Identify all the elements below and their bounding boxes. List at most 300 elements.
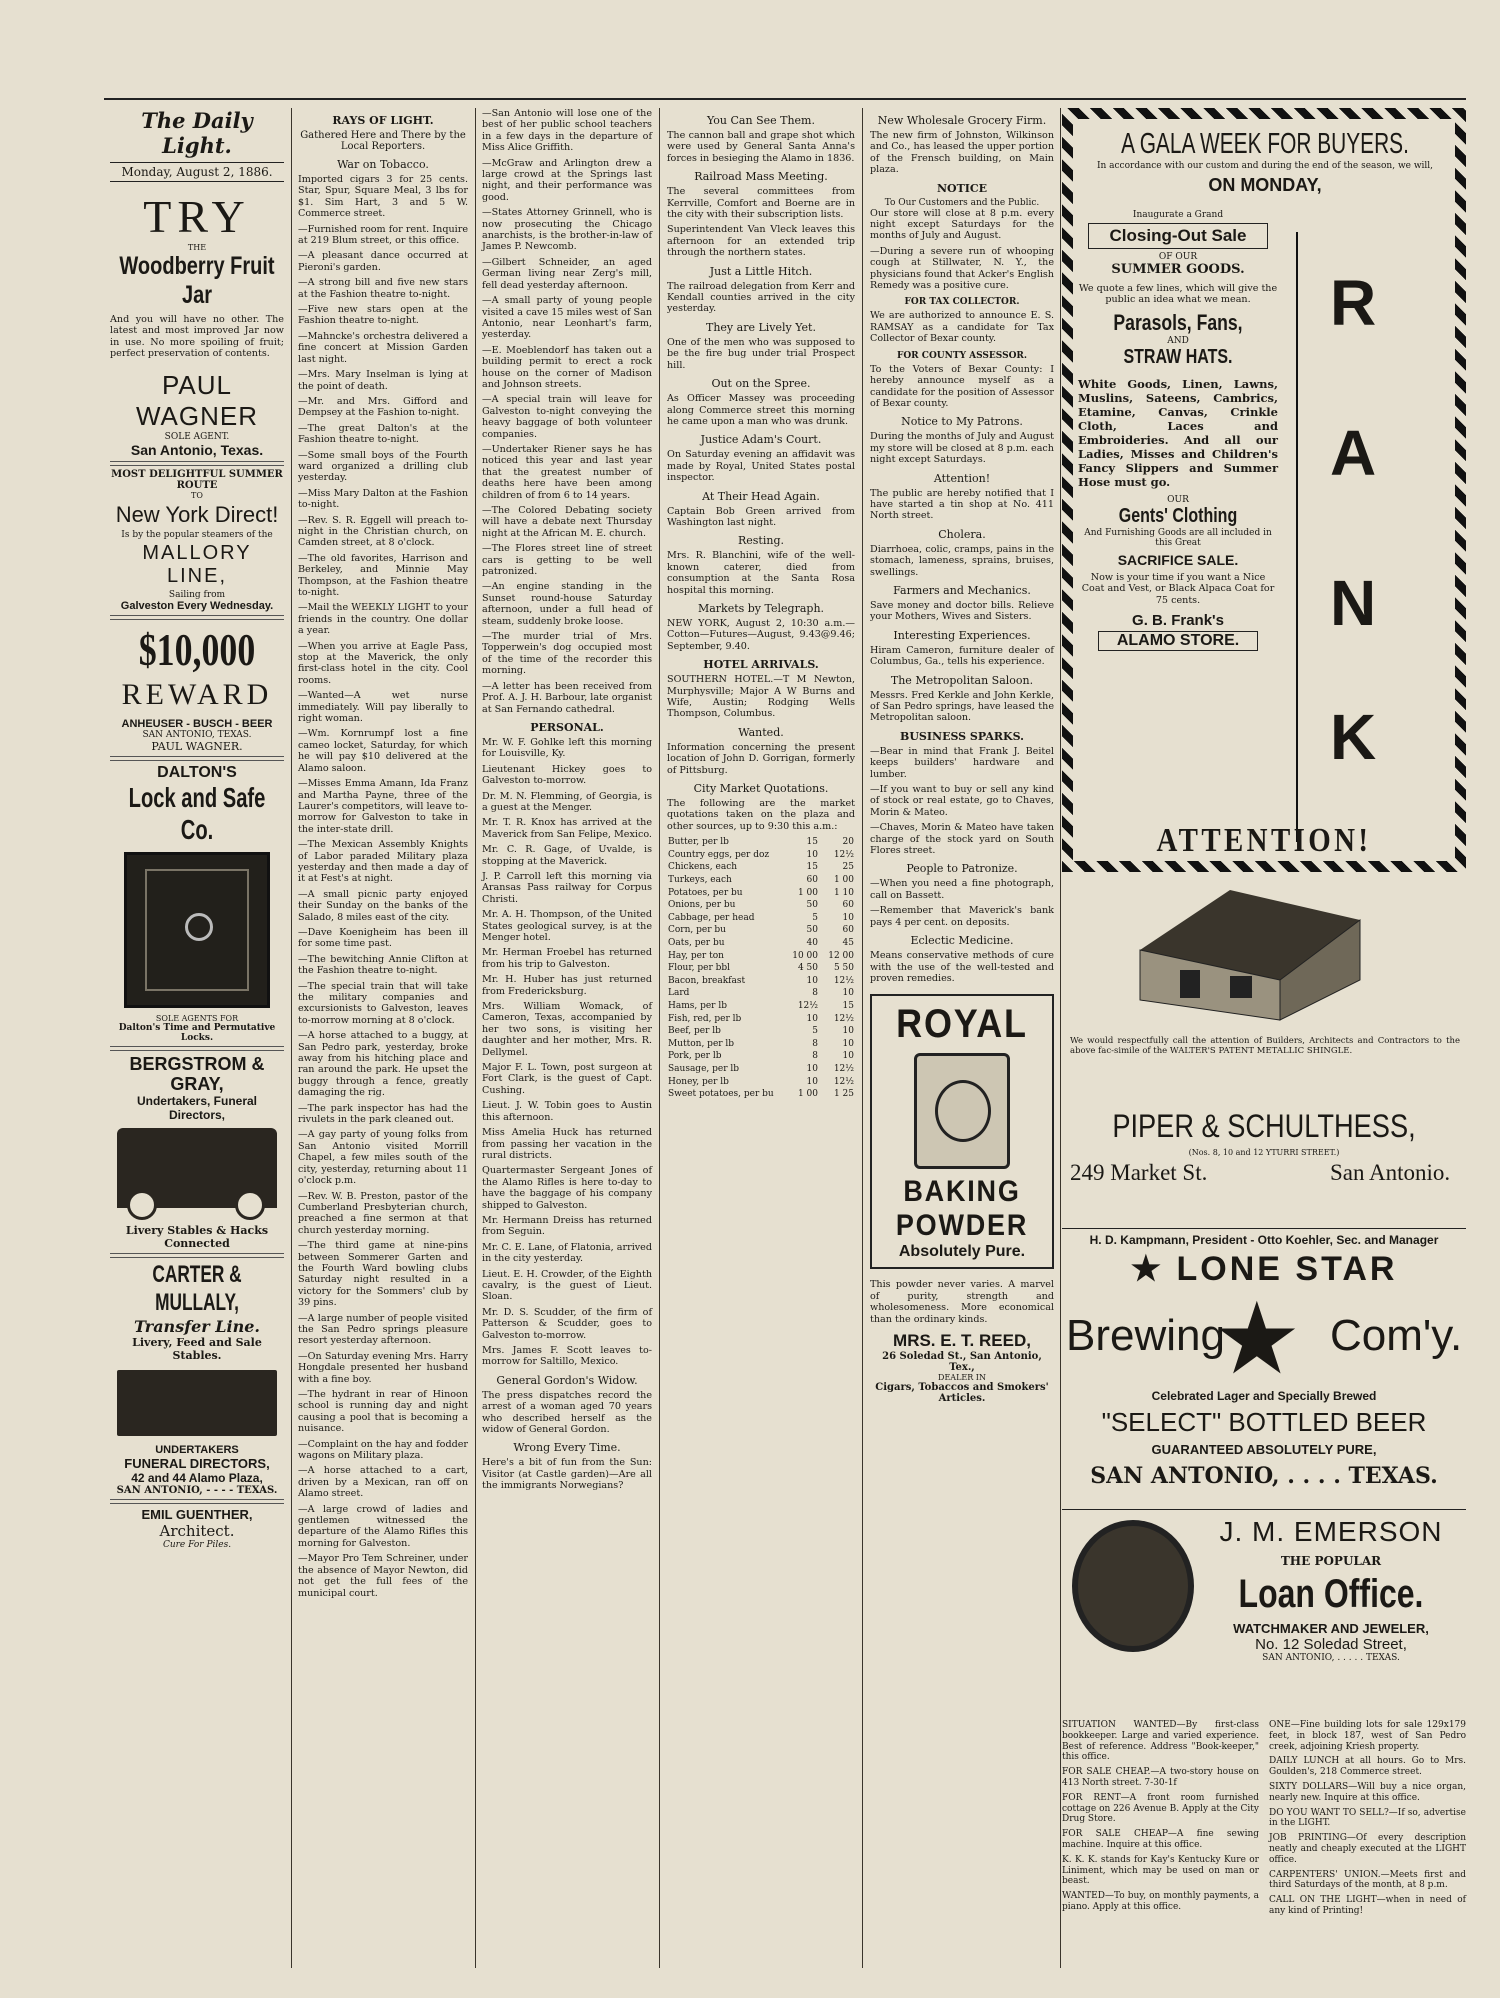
market-price: 8 (812, 1051, 818, 1062)
paragraph: —Mr. and Mrs. Gifford and Dempsey at the Fashion to-night. (298, 395, 468, 419)
paragraph: Mr. T. R. Knox has arrived at the Maverick from San Felipe, Mexico. (482, 817, 652, 840)
market-row (667, 1076, 855, 1089)
paragraph: —A strong bill and five new stars at the Fashion theatre to-night. (298, 277, 468, 300)
market-price: 12½ (833, 849, 854, 860)
market-price: 10 (806, 1076, 818, 1087)
market-item: Cabbage, per head (668, 912, 755, 923)
personal-heading: PERSONAL. (530, 720, 604, 734)
paragraph: To the Voters of Bexar County: I hereby announce myself as a candidate for the position of Assessor of Bexar county. (870, 363, 1054, 409)
of-our-label: OF OUR (1158, 252, 1198, 262)
paragraph: One of the men who was supposed to be the fire bug under trial Prospect hill. (667, 336, 855, 371)
paragraph: —Rev. W. B. Preston, pastor of the Cumberland Presbyterian church, preached a fine sermon at that church yesterday morning. (298, 1190, 468, 1236)
article-heading: Justice Adam's Court. (700, 433, 822, 447)
paragraph: —A letter has been received from Prof. A. J. H. Barbour, late organist at San Fernando cathedral. (482, 680, 652, 715)
hotel-heading: HOTEL ARRIVALS. (703, 658, 819, 672)
market-item: Hay, per ton (668, 950, 724, 961)
paragraph: —Remember that Maverick's bank pays 4 per cent. on deposits. (870, 905, 1054, 928)
paragraph: —A small party of young people visited a cave 15 miles west of San Antonio, near Leonhart's farm, yesterday. (482, 295, 652, 341)
market-price: 15 (842, 1000, 854, 1011)
column-local (661, 108, 861, 1974)
article-heading: New Wholesale Grocery Firm. (877, 114, 1047, 127)
sole-agent-label: SOLE AGENT. (164, 431, 230, 442)
paragraph: Our store will close at 8 p.m. every night except Saturdays for the months of July and August. (870, 207, 1054, 242)
builders-text: We would respectfully call the attention of Builders, Architects and Contractors to the above fac-simile of the WALTER'S PATENT METALLIC SHINGLE. (1070, 1036, 1460, 1056)
emerson-heading: J. M. EMERSON (1219, 1516, 1443, 1547)
classified-ad: K. K. K. stands for Kay's Kentucky Kure or Liniment, which may be used on man or beast. (1062, 1854, 1259, 1887)
funeral-label: FUNERAL DIRECTORS, (124, 1455, 270, 1471)
monday-label: ON MONDAY, (1208, 175, 1322, 195)
column-rule (659, 108, 660, 1968)
sailing-label: Sailing from (168, 589, 226, 600)
paragraph: The public are hereby notified that I have started a tin shop at No. 411 North street. (870, 487, 1054, 522)
market-price: 8 (812, 988, 818, 999)
divider (110, 615, 284, 620)
paragraph: —Gilbert Schneider, an aged German living near Zerg's mill, fell dead yesterday afternoon. (482, 256, 652, 291)
market-price: 10 (842, 1038, 854, 1049)
paragraph: —The Colored Debating society will have a debate next Thursday night at the African M. E. church. (482, 505, 652, 539)
article-heading: You Can See Them. (707, 114, 815, 127)
article-heading: People to Patronize. (906, 862, 1018, 876)
market-row (667, 987, 855, 1000)
market-price: 10 (806, 975, 818, 986)
paragraph: Mr. D. S. Scudder, of the firm of Patterson & Scudder, goes to Galveston to-morrow. (482, 1306, 652, 1341)
emerson-ad (1196, 1516, 1466, 1663)
lone-star-label: LONE STAR (1176, 1250, 1398, 1288)
paragraph: Lieutenant Hickey goes to Galveston to-morrow. (482, 763, 652, 787)
market-price: 4 50 (797, 963, 818, 974)
article-heading: Just a Little Hitch. (709, 264, 813, 278)
paragraph: As Officer Massey was proceeding along Commerce street this morning he came upon a man who was drunk. (667, 393, 855, 427)
notice-subheading: To Our Customers and the Public. (884, 197, 1040, 208)
reward-label: REWARD (121, 677, 273, 711)
paragraph: Mr. Hermann Dreiss has returned from Seguin. (482, 1214, 652, 1238)
article-heading: War on Tobacco. (337, 158, 429, 171)
address-label: 42 and 44 Alamo Plaza, (131, 1470, 263, 1485)
paragraph: The several committees from Kerrville, Comfort and Boerne are in the city with their subscription lists. (667, 186, 855, 221)
paragraph: Mrs. R. Blanchini, wife of the well-known caterer, died from consumption at the Santa Rosa hospital this morning. (667, 550, 855, 596)
loan-office: Loan Office. (1238, 1572, 1424, 1616)
emerson-city: SAN ANTONIO, . . . . . TEXAS. (1262, 1653, 1400, 1663)
market-item: Lard (668, 988, 690, 999)
gala-text: In accordance with our custom and during the end of the season, we will, (1096, 161, 1434, 171)
livery-label: Livery Stables & Hacks Connected (125, 1223, 269, 1250)
cure-heading: Cure For Piles. (162, 1539, 232, 1550)
watch-illustration (1072, 1520, 1194, 1652)
paragraph: —A pleasant dance occurred at Pieroni's garden. (298, 250, 468, 273)
paragraph: —San Antonio will lose one of the best of her public school teachers in a few days in the departure of Miss Alice Griffith. (482, 108, 652, 154)
paragraph: —A horse attached to a cart, driven by a Mexican, ran off on Alamo street. (298, 1465, 468, 1500)
baking-powder-can-illustration (914, 1053, 1010, 1169)
market-st: 249 Market St. (1070, 1160, 1208, 1185)
market-item: Butter, per lb (668, 837, 729, 848)
market-row (667, 1025, 855, 1038)
classified-ad: ONE—Fine building lots for sale 129x179 feet, in block 187, west of San Pedro creek, adjoining Kriesh property. (1269, 1720, 1466, 1752)
city-label: San Antonio, Texas. (130, 441, 264, 458)
rank-divider (1296, 232, 1298, 842)
popular-label: THE POPULAR (1280, 1554, 1382, 1568)
market-item: Flour, per bbl (668, 963, 731, 974)
gents-clothing: Gents' Clothing (1118, 504, 1238, 527)
piper-heading: PIPER & SCHULTHESS, (1112, 1108, 1416, 1144)
parasols-label: Parasols, Fans, (1113, 309, 1243, 335)
woodberry-heading: Woodberry Fruit Jar (119, 252, 275, 309)
market-price: 10 (806, 1063, 818, 1074)
market-row (667, 962, 855, 975)
notice-heading: NOTICE (936, 181, 988, 195)
feed-label: Livery, Feed and Sale Stables. (132, 1335, 262, 1362)
market-item: Hams, per lb (668, 1000, 727, 1011)
mallory-line: MALLORY LINE, (142, 541, 252, 587)
market-row (667, 1063, 855, 1076)
paragraph: —Furnished room for rent. Inquire at 219 Blum street, or this office. (298, 223, 468, 247)
market-price: 8 (812, 1038, 818, 1049)
reed-goods: Cigars, Tobaccos and Smokers' Articles. (875, 1381, 1049, 1404)
column-ads-left (104, 108, 290, 1974)
sa-texas-label: SAN ANTONIO, . . . . TEXAS. (1090, 1463, 1438, 1489)
paragraph: —Complaint on the hay and fodder wagons on Military plaza. (298, 1438, 468, 1462)
market-price: 12½ (833, 1076, 854, 1087)
market-price: 15 (806, 837, 818, 848)
paragraph: During the months of July and August my store will be closed at 8 p.m. each night except Saturdays. (870, 431, 1054, 466)
wagon-illustration (117, 1370, 277, 1436)
market-price: 10 (842, 988, 854, 999)
hearse-illustration (117, 1128, 277, 1208)
paragraph: —The special train that will take the military companies and excursionists to Galveston, leaves to-morrow morning at 8 o'clock. (298, 980, 468, 1026)
paragraph: SOUTHERN HOTEL.—T M Newton, Murphysville; Major A W Burns and Wife, Austin; Rodging Wells Thompson, Columbus. (667, 674, 855, 720)
paragraph: —The Mexican Assembly Knights of Labor paraded Military plaza yesterday and then made a day of it at Fest's at night. (298, 839, 468, 885)
paragraph: Means conservative methods of cure with the use of the well-tested and proven remedies. (870, 950, 1054, 984)
article-heading: FOR TAX COLLECTOR. (904, 297, 1020, 308)
sa-texas-label: SAN ANTONIO, - - - - TEXAS. (116, 1484, 278, 1496)
gala-ad (1080, 128, 1450, 196)
market-row (667, 1013, 855, 1026)
woodberry-text: And you will have no other. The latest and most improved Jar now in use. No more spoiling of fruit; perfect preservation of contents. (110, 314, 284, 360)
company-label: Com'y. (1330, 1311, 1463, 1360)
article-heading: Farmers and Mechanics. (893, 583, 1031, 597)
paragraph: Here's a bit of fun from the Sun: Visitor (at Castle garden)—Are all the immigrants Norwegians? (482, 1457, 652, 1492)
market-row (667, 899, 855, 912)
sacrifice-sale: SACRIFICE SALE. (1117, 551, 1239, 568)
paragraph: Dr. M. N. Flemming, of Georgia, is a guest at the Menger. (482, 790, 652, 813)
market-item: Mutton, per lb (668, 1038, 735, 1049)
star-icon: ★ (1212, 1280, 1302, 1397)
market-item: Sweet potatoes, per bu (668, 1089, 774, 1100)
furnishing-text: And Furnishing Goods are all included in this Great (1084, 527, 1272, 548)
paragraph: —The Flores street line of street cars is getting to be well patronized. (482, 543, 652, 578)
market-price: 12 00 (828, 950, 854, 961)
paragraph: Messrs. Fred Kerkle and John Kerkle, of San Pedro springs, have leased the Metropolitan saloon. (870, 689, 1054, 724)
market-price: 10 (842, 1051, 854, 1062)
paragraph: Information concerning the present location of John D. Gorrigan, formerly of Pittsburg. (667, 741, 855, 776)
divider (110, 1499, 284, 1504)
paragraph: —An engine standing in the Sunset round-house Saturday afternoon, under a full head of steam, suddenly broke loose. (482, 581, 652, 627)
market-price: 12½ (833, 1063, 854, 1074)
article-heading: They are Lively Yet. (706, 320, 816, 334)
brewing-label: Brewing (1066, 1311, 1225, 1360)
san-antonio-label: San Antonio. (1330, 1160, 1451, 1185)
paragraph: Lieut. E. H. Crowder, of the Eighth cavalry, is the guest of Lieut. Sloan. (482, 1268, 652, 1303)
market-row (667, 861, 855, 874)
paragraph: —A small picnic party enjoyed their Sunday on the banks of the Salado, 8 miles east of the city. (298, 888, 468, 923)
paragraph: Mrs. James F. Scott leaves to-morrow for Saltillo, Mexico. (482, 1345, 652, 1368)
coat-text: Now is your time if you want a Nice Coat and Vest, or Black Alpaca Coat for 75 cents. (1081, 571, 1275, 606)
market-price: 1 00 (797, 1089, 818, 1100)
paragraph: Major F. L. Town, post surgeon at Fort Clark, is the guest of Capt. Cushing. (482, 1062, 652, 1096)
market-price: 5 (812, 912, 818, 923)
market-price: 12½ (833, 1013, 854, 1024)
market-row (667, 950, 855, 963)
market-price: 60 (806, 875, 818, 886)
classified-ad: FOR RENT—A front room furnished cottage on 226 Avenue B. Apply at the City Drug Store. (1062, 1792, 1259, 1825)
column-rule (862, 108, 863, 1968)
market-row (667, 849, 855, 862)
paragraph: Mr. C. R. Gage, of Uvalde, is stopping at the Maverick. (482, 844, 652, 867)
paragraph: Mrs. William Womack, of Cameron, Texas, accompanied by her two sons, is visiting her daughter and her mother, Mrs. R. Dellymel. (482, 1001, 652, 1058)
anheuser-name: PAUL WAGNER. (151, 739, 243, 753)
market-row (667, 1038, 855, 1051)
paragraph: The following are the market quotations taken on the plaza and other sources, up to 9:30 this a.m.: (667, 798, 855, 832)
article-heading: Wanted. (738, 725, 784, 739)
market-price: 10 00 (792, 950, 818, 961)
bergstrom-heading: BERGSTROM & GRAY, (129, 1053, 265, 1094)
market-row (667, 1000, 855, 1013)
article-heading: City Market Quotations. (693, 782, 829, 796)
rank-letter-r: R (1330, 267, 1377, 339)
rank-letter-a: A (1330, 417, 1377, 489)
market-price: 1 00 (833, 875, 854, 886)
paragraph: —Undertaker Riener says he has noticed this year and last year that the greatest number of deaths here have been among children of from 6 to 14 years. (482, 443, 652, 501)
to-label: TO (191, 490, 203, 500)
masthead-title: The Daily Light. (141, 108, 253, 158)
paragraph: The cannon ball and grape shot which were used by General Santa Anna's forces in besieging the Alamo in 1836. (667, 130, 855, 164)
market-item: Country eggs, per doz (668, 849, 770, 860)
lock-safe-heading: Lock and Safe Co. (128, 781, 266, 845)
paragraph: Mr. W. F. Gohlke left this morning for Louisville, Ky. (482, 736, 652, 760)
column-notices (864, 108, 1060, 1974)
paragraph: —The great Dalton's at the Fashion theatre to-night. (298, 422, 468, 446)
article-heading: Cholera. (938, 527, 986, 541)
market-price: 60 (842, 925, 854, 936)
paragraph: J. P. Carroll left this morning via Aransas Pass railway for Corpus Christi. (482, 870, 652, 905)
paragraph: Mr. A. H. Thompson, of the United States geological survey, is at the Menger hotel. (482, 909, 652, 943)
royal-title: ROYAL (896, 1002, 1028, 1047)
paragraph: —Miss Mary Dalton at the Fashion to-night. (298, 487, 468, 511)
select-label: "SELECT" BOTTLED BEER (1101, 1407, 1427, 1437)
paragraph: —During a severe run of whooping cough at Stillwater, N. Y., the physicians found that Acker's English Remedy was a positive cure. (870, 245, 1054, 292)
paragraph: —When you need a fine photograph, call on Bassett. (870, 878, 1054, 901)
paragraph: —Five new stars open at the Fashion theatre to-night. (298, 304, 468, 327)
paragraph: —Wm. Kornrumpf lost a fine cameo locket, Saturday, for which he will pay $10 delivered at the Alamo saloon. (298, 728, 468, 774)
paragraph: —Rev. S. R. Eggell will preach to-night in the Christian church, on Camden street, at 8 o'clock. (298, 514, 468, 549)
classified-ad: WANTED—To buy, on monthly payments, a piano. Apply at this office. (1062, 1891, 1259, 1912)
market-row (667, 975, 855, 988)
classified-ads (1062, 1720, 1466, 1919)
market-price: 40 (806, 938, 818, 948)
safe-illustration (124, 852, 270, 1008)
market-price: 1 10 (833, 887, 854, 898)
article-heading: At Their Head Again. (702, 489, 820, 503)
market-price: 15 (806, 862, 818, 873)
paragraph: Superintendent Van Vleck leaves this afternoon for an extended trip through the northern states. (667, 224, 855, 259)
market-row (667, 937, 855, 950)
our-label: OUR (1167, 494, 1189, 505)
inaugurate-label: Inaugurate a Grand (1132, 210, 1224, 220)
frank-name: G. B. Frank's (1132, 612, 1224, 630)
article-heading: Eclectic Medicine. (910, 934, 1014, 948)
and-label: AND (1167, 335, 1189, 346)
anheuser-city: SAN ANTONIO, TEXAS. (142, 729, 252, 740)
market-price: 45 (842, 938, 854, 948)
reed-address: 26 Soledad St., San Antonio, Tex., (882, 1350, 1042, 1373)
daltons-label: DALTON'S (157, 763, 237, 781)
royal-baking-ad (870, 994, 1054, 1269)
market-row (667, 887, 855, 900)
market-item: Chickens, each (668, 862, 738, 873)
closing-out-ad (1078, 210, 1278, 653)
market-item: Honey, per lb (668, 1076, 729, 1087)
market-price: 1 00 (797, 887, 818, 898)
paragraph: Mr. C. E. Lane, of Flatonia, arrived in the city yesterday. (482, 1241, 652, 1265)
column-rule (1060, 108, 1061, 1968)
business-heading: BUSINESS SPARKS. (900, 729, 1024, 743)
paragraph: Mr. Herman Froebel has returned from his trip to Galveston. (482, 947, 652, 970)
column-news (476, 108, 658, 1974)
article-heading: Interesting Experiences. (893, 628, 1031, 642)
celebrated-label: Celebrated Lager and Specially Brewed (1151, 1389, 1377, 1403)
market-price: 12½ (797, 1000, 818, 1011)
summer-goods: SUMMER GOODS. (1111, 262, 1245, 277)
article-heading: Notice to My Patrons. (901, 415, 1023, 429)
article-heading: Railroad Mass Meeting. (694, 170, 828, 184)
paragraph: NEW YORK, August 2, 10:30 a.m.—Cotton—Futures—August, 9.43@9.46; September, 9.40. (667, 617, 855, 652)
paragraph: —Bear in mind that Frank J. Beitel keeps builders' hardware and lumber. (870, 745, 1054, 780)
reed-heading: MRS. E. T. REED, (893, 1330, 1031, 1350)
paragraph: The new firm of Johnston, Wilkinson and Co., has leased the upper portion of the Frensch building, on Main plaza. (870, 130, 1054, 176)
summer-route: MOST DELIGHTFUL SUMMER ROUTE (111, 468, 283, 491)
paragraph: —Dave Koenigheim has been ill for some time past. (298, 926, 468, 950)
paragraph: —E. Moeblendorf has taken out a building permit to erect a rock house on the corner of Madison and Johnson streets. (482, 344, 652, 390)
time-locks: Dalton's Time and Permutative Locks. (118, 1022, 276, 1043)
attention-heading: ATTENTION! (1156, 822, 1372, 859)
galveston-label: Galveston Every Wednesday. (120, 599, 274, 612)
try-heading: TRY (143, 191, 251, 242)
market-item: Fish, red, per lb (668, 1013, 742, 1024)
article-heading: General Gordon's Widow. (496, 1373, 638, 1387)
paragraph: The press dispatches record the arrest of a woman aged 70 years who described herself as the widow of General Gordon. (482, 1389, 652, 1436)
anheuser-label: ANHEUSER - BUSCH - BEER (121, 717, 273, 730)
closing-out-label: Closing-Out Sale (1088, 223, 1268, 249)
watchmaker-label: WATCHMAKER AND JEWELER, (1233, 1621, 1429, 1636)
masthead-date: Monday, August 2, 1886. (110, 162, 284, 182)
the-label: THE (187, 243, 207, 252)
paragraph: —McGraw and Arlington drew a large crowd at the Springs last night, and their performance was good. (482, 157, 652, 203)
article-heading: Attention! (933, 471, 991, 485)
paragraph: —Wanted—A wet nurse immediately. Will pay liberally to right woman. (298, 690, 468, 725)
paragraph: —Mrs. Mary Inselman is lying at the point of death. (298, 369, 468, 392)
alamo-store: ALAMO STORE. (1098, 631, 1258, 651)
paragraph: —A large number of people visited the San Pedro springs pleasure resort yesterday afternoon. (298, 1312, 468, 1347)
star-icon: ★ (1130, 1250, 1165, 1288)
market-item: Potatoes, per bu (668, 887, 743, 898)
market-price: 10 (806, 1013, 818, 1024)
divider (110, 1046, 284, 1051)
powder-title: POWDER (895, 1209, 1029, 1243)
paragraph: —A special train will leave for Galveston to-night conveying the heavy baggage of both volunteer companies. (482, 394, 652, 440)
paragraph: Imported cigars 3 for 25 cents. Star, Spur, Square Meal, 3 lbs for $1. Sim Hart, 3 and 5 W. Commerce street. (298, 174, 468, 220)
paragraph: —The park inspector has had the rivulets in the park cleaned out. (298, 1102, 468, 1126)
market-price: 50 (806, 900, 818, 911)
carter-heading: CARTER & MULLALY, (152, 1260, 242, 1316)
reed-dealer: DEALER IN (938, 1372, 986, 1382)
classified-ad: SIXTY DOLLARS—Will buy a nice organ, nearly new. Inquire at this office. (1269, 1781, 1466, 1803)
divider (110, 756, 284, 761)
transfer-label: Transfer Line. (134, 1316, 260, 1336)
paragraph: —A gay party of young folks from San Antonio visited Morrill Chapel, a few miles south of the city, yesterday, returning about 11 o'clock p.m. (298, 1129, 468, 1187)
paragraph: —Misses Emma Amann, Ida Franz and Martha Payne, three of the Laurer's competitors, will leave to-morrow for Galveston to take in the inter-state drill. (298, 778, 468, 835)
market-row (667, 912, 855, 925)
sole-agents-for: SOLE AGENTS FOR (155, 1013, 239, 1023)
market-row (667, 1050, 855, 1063)
paragraph: —Chaves, Morin & Mateo have taken charge of the stock yard on South Flores street. (870, 822, 1054, 857)
paragraph: —Mahncke's orchestra delivered a fine concert at Mission Garden last night. (298, 330, 468, 365)
market-row (667, 874, 855, 887)
top-rule (104, 98, 1466, 100)
market-price: 50 (806, 925, 818, 936)
baking-title: BAKING (903, 1175, 1021, 1209)
classified-ad: DAILY LUNCH at all hours. Go to Mrs. Goulden's, 218 Commerce street. (1269, 1756, 1466, 1778)
kampmann-line: H. D. Kampmann, President - Otto Koehler, Sec. and Manager (1089, 1233, 1439, 1247)
guaranteed-label: GUARANTEED ABSOLUTELY PURE, (1151, 1442, 1377, 1457)
market-price: 10 (842, 912, 854, 923)
market-price: 10 (806, 849, 818, 860)
absolutely-pure: Absolutely Pure. (898, 1243, 1026, 1261)
paragraph: We are authorized to announce E. S. RAMSAY as a candidate for Tax Collector of Bexar county. (870, 310, 1054, 345)
house-illustration (1120, 880, 1380, 1030)
market-price: 10 (842, 1026, 854, 1037)
paragraph: Lieut. J. W. Tobin goes to Austin this afternoon. (482, 1100, 652, 1123)
section-heading: RAYS OF LIGHT. (332, 114, 434, 127)
paragraph: —When you arrive at Eagle Pass, stop at the Maverick, the only first-class hotel in the city. Cool rooms. (298, 640, 468, 686)
market-price: 5 (812, 1026, 818, 1037)
popular-steamers: Is by the popular steamers of the (121, 529, 273, 540)
undertakers-label: UNDERTAKERS (155, 1443, 239, 1456)
straw-hats: STRAW HATS. (1123, 345, 1233, 368)
classified-ad: FOR SALE CHEAP—A fine sewing machine. Inquire at this office. (1062, 1829, 1259, 1850)
paragraph: —Some small boys of the Fourth ward organized a drilling club yesterday. (298, 449, 468, 484)
reward-amount: $10,000 (138, 623, 256, 675)
emil-heading: EMIL GUENTHER, (141, 1506, 253, 1522)
paragraph: —If you want to buy or sell any kind of stock or real estate, go to Chaves, Morin & Mateo. (870, 784, 1054, 818)
paragraph: Quartermaster Sergeant Jones of the Alamo Rifles is here to-day to have the baggage of his company shipped to Galveston. (482, 1165, 652, 1211)
market-price: 12½ (833, 975, 854, 986)
paragraph: —The murder trial of Mrs. Topperwein's dog occupied most of the time of the recorder this morning. (482, 631, 652, 677)
architect-label: Architect. (159, 1521, 235, 1540)
market-item: Bacon, breakfast (668, 975, 746, 986)
rank-letter-k: K (1330, 701, 1377, 773)
paul-wagner-heading: PAUL WAGNER (135, 369, 259, 431)
market-price: 25 (842, 862, 854, 873)
market-item: Pork, per lb (668, 1051, 722, 1062)
paragraph: Hiram Cameron, furniture dealer of Columbus, Ga., tells his experience. (870, 644, 1054, 668)
paragraph: Save money and doctor bills. Relieve your Mothers, Wives and Sisters. (870, 599, 1054, 623)
rank-letter-n: N (1330, 567, 1377, 639)
white-goods-text: White Goods, Linen, Lawns, Muslins, Sateens, Cambrics, Etamine, Canvas, Crinkle Cloth, Laces and Embroideries. And all our Ladies, Misses and Children's Fancy Slippers and Summer Hose must go. (1078, 376, 1278, 489)
article-heading: The Metropolitan Saloon. (890, 673, 1034, 687)
paragraph: Captain Bob Green arrived from Washington last night. (667, 505, 855, 528)
classified-ad: CALL ON THE LIGHT—when in need of any kind of Printing! (1269, 1895, 1466, 1916)
market-item: Sausage, per lb (668, 1063, 740, 1074)
section-subheading: Gathered Here and There by the Local Reporters. (300, 130, 466, 152)
